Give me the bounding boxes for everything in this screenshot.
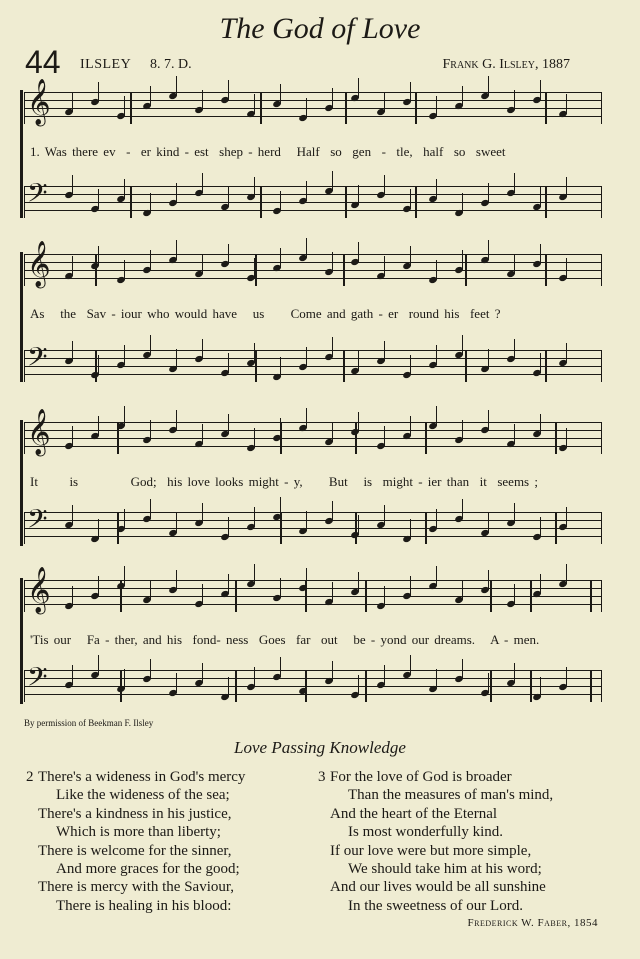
note-stem xyxy=(540,244,541,264)
note-stem xyxy=(150,193,151,213)
note-stem xyxy=(514,584,515,604)
note-stem xyxy=(488,513,489,533)
note-stem xyxy=(410,82,411,102)
note-stem xyxy=(98,655,99,675)
note-stem xyxy=(72,665,73,685)
verse-line: In the sweetness of our Lord. xyxy=(348,897,523,914)
verse-line: There's a wideness in God's mercy xyxy=(38,769,246,785)
note-stem xyxy=(150,250,151,270)
note-stem xyxy=(176,673,177,693)
treble-staff xyxy=(24,409,602,454)
note-stem xyxy=(514,90,515,110)
note-stem xyxy=(254,507,255,527)
bass-clef-icon: 𝄢 xyxy=(27,662,48,698)
note-stem xyxy=(358,515,359,535)
note-stem xyxy=(384,175,385,195)
note-stem xyxy=(202,173,203,193)
bass-staff xyxy=(24,342,602,382)
note-stem xyxy=(280,84,281,104)
note-stem xyxy=(462,193,463,213)
bass-clef-icon: 𝄢 xyxy=(27,178,48,214)
system-brace xyxy=(20,578,23,704)
bass-clef-icon: 𝄢 xyxy=(27,342,48,378)
note-stem xyxy=(228,187,229,207)
note-stem xyxy=(436,345,437,365)
note-stem xyxy=(462,659,463,679)
verse-line: Than the measures of man's mind, xyxy=(348,787,554,804)
verse-subtitle: Love Passing Knowledge xyxy=(234,738,406,757)
note-stem xyxy=(410,189,411,209)
note-stem xyxy=(202,90,203,110)
note-stem xyxy=(228,353,229,373)
note-stem xyxy=(540,517,541,537)
note-stem xyxy=(306,181,307,201)
note-stem xyxy=(462,250,463,270)
note-stem xyxy=(254,343,255,363)
verse-2 xyxy=(26,768,246,915)
note-stem xyxy=(410,416,411,436)
hymn-number: 44 xyxy=(25,44,61,80)
note-stem xyxy=(540,353,541,373)
note-stem xyxy=(436,509,437,529)
verse-line: Which is more than liberty; xyxy=(56,824,221,841)
verse-line: For the love of God is broader xyxy=(330,769,512,785)
note-stem xyxy=(384,256,385,276)
note-stem xyxy=(358,572,359,592)
note-stem xyxy=(228,677,229,697)
treble-clef-icon: 𝄞 xyxy=(27,567,51,612)
note-stem xyxy=(384,341,385,361)
note-stem xyxy=(176,410,177,430)
note-stem xyxy=(410,519,411,539)
bass-clef-icon: 𝄢 xyxy=(27,504,48,540)
note-stem xyxy=(488,76,489,96)
verse-number: 3 xyxy=(318,769,326,785)
note-stem xyxy=(280,357,281,377)
note-stem xyxy=(332,422,333,442)
lyrics-line-1: 1. Was there ev - er kind - est shep - herd Half so gen - tle, half so sweet xyxy=(30,144,506,159)
note-stem xyxy=(72,256,73,276)
note-stem xyxy=(202,584,203,604)
note-stem xyxy=(72,505,73,525)
note-stem xyxy=(98,416,99,436)
composer: Frank G. Ilsley, 1887 xyxy=(442,57,570,72)
note-stem xyxy=(488,349,489,369)
note-stem xyxy=(462,580,463,600)
note-stem xyxy=(98,82,99,102)
note-stem xyxy=(358,412,359,432)
verse-line: And more graces for the good; xyxy=(56,861,240,878)
verse-line: Like the wideness of the sea; xyxy=(56,787,230,804)
note-stem xyxy=(514,663,515,683)
verse-line: There is mercy with the Saviour, xyxy=(38,879,235,896)
verse-line: We should take him at his word; xyxy=(348,861,542,878)
note-stem xyxy=(228,517,229,537)
treble-staff xyxy=(24,567,602,612)
note-stem xyxy=(280,248,281,268)
note-stem xyxy=(124,96,125,116)
bass-staff xyxy=(24,504,602,544)
note-stem xyxy=(150,86,151,106)
treble-staff xyxy=(24,241,602,286)
treble-clef-icon: 𝄞 xyxy=(27,409,51,454)
note-stem xyxy=(176,349,177,369)
note-stem xyxy=(384,505,385,525)
note-stem xyxy=(202,254,203,274)
note-stem xyxy=(254,258,255,278)
note-stem xyxy=(540,574,541,594)
note-stem xyxy=(202,339,203,359)
treble-clef-icon: 𝄞 xyxy=(27,241,51,286)
note-stem xyxy=(176,240,177,260)
note-stem xyxy=(306,98,307,118)
note-stem xyxy=(98,246,99,266)
note-stem xyxy=(384,426,385,446)
note-stem xyxy=(72,175,73,195)
system-brace xyxy=(20,420,23,546)
note-stem xyxy=(384,665,385,685)
note-stem xyxy=(124,406,125,426)
note-stem xyxy=(124,345,125,365)
bass-staff xyxy=(24,662,602,702)
verse-line: Is most wonderfully kind. xyxy=(348,824,503,841)
note-stem xyxy=(488,673,489,693)
note-stem xyxy=(98,519,99,539)
note-stem xyxy=(410,655,411,675)
note-stem xyxy=(150,335,151,355)
note-stem xyxy=(124,179,125,199)
note-stem xyxy=(306,347,307,367)
verse-line: And our lives would be all sunshine xyxy=(330,879,546,896)
verse-3 xyxy=(318,768,554,915)
note-stem xyxy=(540,80,541,100)
lyrics-line-3: It is God; his love looks might - y, But is might - ier than it seems ; xyxy=(30,474,538,489)
note-stem xyxy=(566,177,567,197)
note-stem xyxy=(332,252,333,272)
note-stem xyxy=(280,191,281,211)
system-brace xyxy=(20,90,23,218)
note-stem xyxy=(514,424,515,444)
note-stem xyxy=(384,92,385,112)
note-stem xyxy=(566,564,567,584)
note-stem xyxy=(306,408,307,428)
note-stem xyxy=(540,677,541,697)
note-stem xyxy=(98,189,99,209)
note-stem xyxy=(150,420,151,440)
author-credit: Frederick W. Faber, 1854 xyxy=(467,917,598,929)
note-stem xyxy=(332,582,333,602)
permission-note: By permission of Beekman F. Ilsley xyxy=(24,718,154,728)
treble-clef-icon: 𝄞 xyxy=(27,79,51,124)
note-stem xyxy=(72,426,73,446)
note-stem xyxy=(254,564,255,584)
note-stem xyxy=(150,659,151,679)
note-stem xyxy=(228,574,229,594)
note-stem xyxy=(566,667,567,687)
note-stem xyxy=(436,179,437,199)
note-stem xyxy=(462,335,463,355)
note-stem xyxy=(124,509,125,529)
note-stem xyxy=(410,355,411,375)
note-stem xyxy=(462,499,463,519)
note-stem xyxy=(124,566,125,586)
note-stem xyxy=(540,414,541,434)
note-stem xyxy=(436,260,437,280)
note-stem xyxy=(306,511,307,531)
note-stem xyxy=(176,513,177,533)
note-stem xyxy=(436,406,437,426)
tune-name: ILSLEY xyxy=(80,57,132,72)
note-stem xyxy=(566,343,567,363)
note-stem xyxy=(254,428,255,448)
verse-line: There is healing in his blood: xyxy=(56,897,232,914)
note-stem xyxy=(436,566,437,586)
note-stem xyxy=(72,586,73,606)
note-stem xyxy=(358,78,359,98)
note-stem xyxy=(176,570,177,590)
lyrics-line-4: 'Tis our Fa - ther, and his fond- ness Goes far out be - yond our dreams. A - men. xyxy=(30,632,540,647)
note-stem xyxy=(332,661,333,681)
note-stem xyxy=(202,503,203,523)
note-stem xyxy=(566,258,567,278)
note-stem xyxy=(462,420,463,440)
meter: 8. 7. D. xyxy=(150,57,192,72)
verse-number: 2 xyxy=(26,769,34,785)
note-stem xyxy=(358,675,359,695)
note-stem xyxy=(540,187,541,207)
note-stem xyxy=(410,246,411,266)
note-stem xyxy=(98,576,99,596)
note-stem xyxy=(176,76,177,96)
note-stem xyxy=(228,244,229,264)
hymn-title: The God of Love xyxy=(219,12,421,45)
note-stem xyxy=(358,242,359,262)
note-stem xyxy=(202,663,203,683)
note-stem xyxy=(332,88,333,108)
note-stem xyxy=(254,94,255,114)
note-stem xyxy=(72,92,73,112)
note-stem xyxy=(358,351,359,371)
note-stem xyxy=(124,260,125,280)
note-stem xyxy=(202,424,203,444)
note-stem xyxy=(176,183,177,203)
note-stem xyxy=(254,177,255,197)
system-brace xyxy=(20,252,23,382)
note-stem xyxy=(280,657,281,677)
note-stem xyxy=(462,86,463,106)
note-stem xyxy=(436,96,437,116)
note-stem xyxy=(228,414,229,434)
note-stem xyxy=(98,355,99,375)
note-stem xyxy=(488,240,489,260)
note-stem xyxy=(514,173,515,193)
note-stem xyxy=(488,183,489,203)
note-stem xyxy=(280,578,281,598)
note-stem xyxy=(150,499,151,519)
note-stem xyxy=(280,497,281,517)
note-stem xyxy=(384,586,385,606)
note-stem xyxy=(332,337,333,357)
bass-staff xyxy=(24,178,602,218)
note-stem xyxy=(332,501,333,521)
note-stem xyxy=(306,671,307,691)
note-stem xyxy=(514,254,515,274)
note-stem xyxy=(306,238,307,258)
verse-line: There's a kindness in his justice, xyxy=(38,805,232,822)
note-stem xyxy=(358,185,359,205)
note-stem xyxy=(436,669,437,689)
note-stem xyxy=(566,94,567,114)
note-stem xyxy=(410,576,411,596)
note-stem xyxy=(280,418,281,438)
note-stem xyxy=(72,341,73,361)
note-stem xyxy=(488,570,489,590)
note-stem xyxy=(254,667,255,687)
verse-line: If our love were but more simple, xyxy=(330,842,532,859)
lyrics-line-2: As the Sav - iour who would have us Come and gath - er round his feet ? xyxy=(30,306,501,321)
note-stem xyxy=(306,568,307,588)
treble-staff xyxy=(24,79,602,124)
note-stem xyxy=(228,80,229,100)
note-stem xyxy=(566,428,567,448)
note-stem xyxy=(332,171,333,191)
note-stem xyxy=(150,580,151,600)
note-stem xyxy=(488,410,489,430)
verse-line: And the heart of the Eternal xyxy=(330,805,498,822)
note-stem xyxy=(124,669,125,689)
note-stem xyxy=(514,503,515,523)
note-stem xyxy=(566,507,567,527)
verse-line: There is welcome for the sinner, xyxy=(38,842,232,859)
note-stem xyxy=(514,339,515,359)
